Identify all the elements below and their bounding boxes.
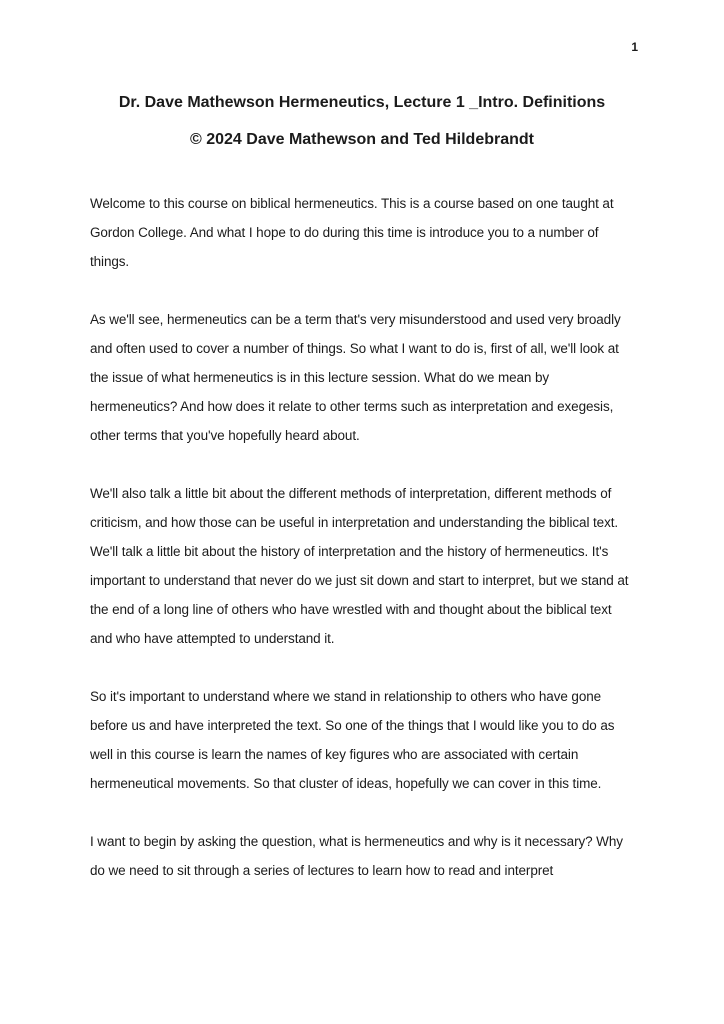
paragraph-key-figures: So it's important to understand where we stand in relationship to others who have gone before us and have interpreted the text. So one of the things that I would like you to do as well in this course is learn the names of key figures who are associated with certain hermeneutical movements. So that cluster of ideas, hopefully we can cover in this time. — [90, 689, 615, 791]
page-number: 1 — [631, 40, 638, 54]
document-body — [90, 189, 636, 885]
document-title: Dr. Dave Mathewson Hermeneutics, Lecture 1 _Intro. Definitions — [118, 94, 606, 111]
copyright-line: © 2024 Dave Mathewson and Ted Hildebrandt — [189, 131, 534, 148]
title-block — [0, 0, 724, 158]
paragraph-hermeneutics-term: As we'll see, hermeneutics can be a term that's very misunderstood and used very broadly and often used to cover a number of things. So what I want to do is, first of all, we'll look at the issue of what hermeneutics is in this lecture session. What do we mean by hermeneutics? And how does it relate to other terms such as interpretation and exegesis, other terms that you've hopefully heard about. — [90, 312, 621, 443]
paragraph-welcome: Welcome to this course on biblical hermeneutics. This is a course based on one taught at Gordon College. And what I hope to do during this time is introduce you to a number of things. — [90, 196, 614, 269]
paragraph-methods-history: We'll also talk a little bit about the different methods of interpretation, different methods of criticism, and how those can be useful in interpretation and understanding the biblical text. We'll talk a little bit about the history of interpretation and the history of hermeneutics. It's important to understand that never do we just sit down and start to interpret, but we stand at the end of a long line of others who have wrestled with and thought about the biblical text and who have attempted to understand it. — [90, 486, 629, 646]
paragraph-begin-question: I want to begin by asking the question, what is hermeneutics and why is it necessary? Why do we need to sit through a series of lectures to learn how to read and interpret — [90, 834, 623, 878]
